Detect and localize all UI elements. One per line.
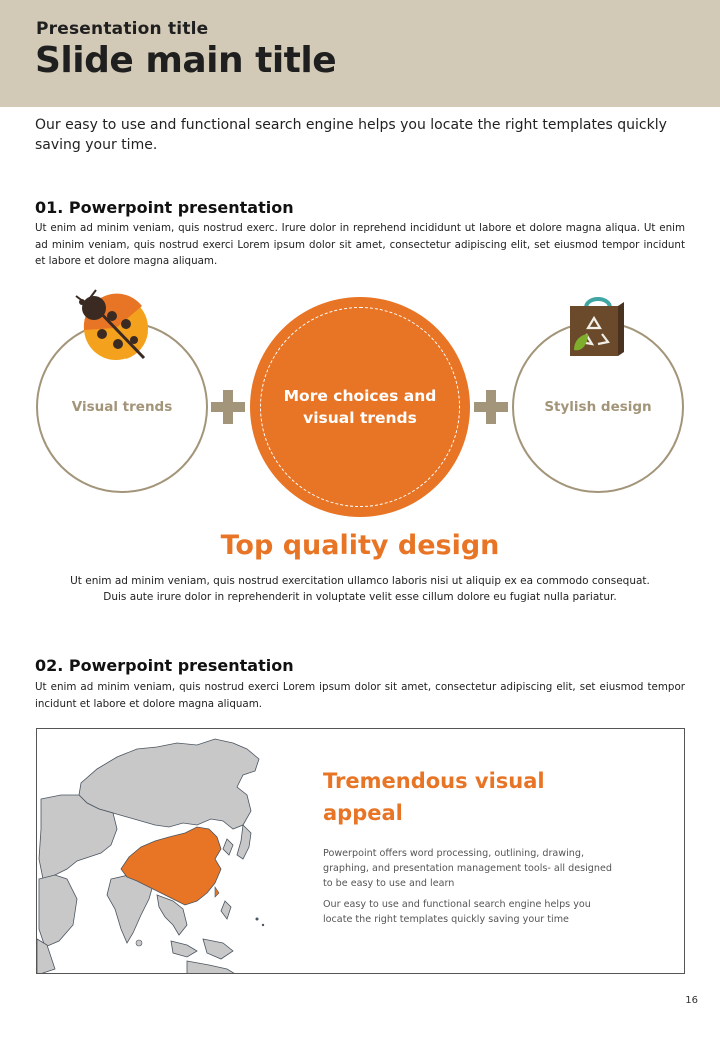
map-panel-paragraph1: Powerpoint offers word processing, outlining, drawing, graphing, and presentation management tools- all designed to be easy to use and learn	[323, 848, 612, 889]
section2-heading: 02. Powerpoint presentation	[35, 656, 294, 675]
plus-icon-left	[211, 390, 245, 424]
intro-text: Our easy to use and functional search engine helps you locate the right templates quickly saving your time.	[35, 117, 667, 153]
section1-body: Ut enim ad minim veniam, quis nostrud exerc. Irure dolor in reprehend incididunt ut labore et dolore magna aliqua. Ut enim ad minim veniam, quis nostrud exerci Lorem ipsum dolor sit amet, consectetur adipiscing elit, set eiusmod tempor incidunt et labore et dolore magna aliquam.	[35, 222, 685, 267]
right-circle-label: Stylish design	[544, 399, 652, 415]
section1-heading: 01. Powerpoint presentation	[35, 198, 294, 217]
map-panel-title: Tremendous visual appeal	[323, 769, 545, 825]
map-panel-paragraph2: Our easy to use and functional search engine helps you locate the right templates quickly saving your time	[323, 899, 591, 925]
quality-title: Top quality design	[220, 530, 500, 561]
center-circle-label: More choices and visual trends	[283, 387, 437, 427]
quality-body: Ut enim ad minim veniam, quis nostrud exercitation ullamco laboris nisi ut aliquip ex ea commodo consequat. Duis aute irure dolor in reprehenderit in voluptate velit esse cillum dolore eu fugiat nulla pariatur.	[70, 575, 650, 603]
presentation-title: Presentation title	[36, 19, 209, 39]
section2-body: Ut enim ad minim veniam, quis nostrud exerci Lorem ipsum dolor sit amet, consectetur adipiscing elit, set eiusmod tempor incidunt et labore et dolore magna aliquam.	[35, 681, 685, 710]
recycle-bag-icon	[566, 294, 628, 360]
left-circle-label: Visual trends	[71, 399, 173, 415]
header-band	[0, 0, 720, 107]
center-circle	[250, 297, 470, 517]
slide-main-title: Slide main title	[35, 40, 337, 81]
page-number: 16	[685, 995, 698, 1006]
asia-map-icon	[37, 729, 287, 974]
plus-icon-right	[474, 390, 508, 424]
map-panel	[36, 728, 685, 974]
ladybug-icon	[72, 286, 152, 362]
